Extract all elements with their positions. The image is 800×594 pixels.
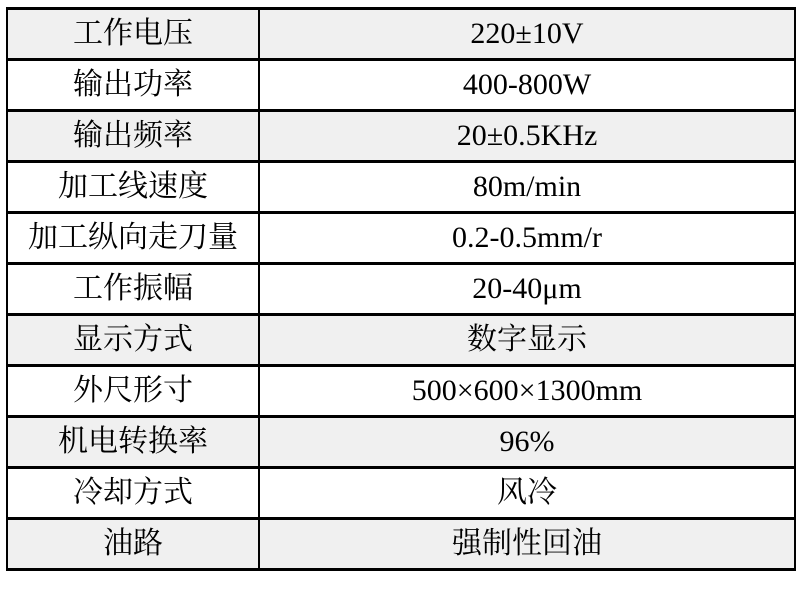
spec-value-cell: 500×600×1300mm xyxy=(259,366,795,417)
table-row xyxy=(7,111,795,162)
spec-value-cell: 0.2-0.5mm/r xyxy=(259,213,795,264)
spec-label-cell: 加工线速度 xyxy=(7,162,259,213)
table-row xyxy=(7,60,795,111)
spec-table xyxy=(6,7,796,571)
spec-value-cell: 96% xyxy=(259,417,795,468)
spec-value-cell: 强制性回油 xyxy=(259,519,795,570)
table-row xyxy=(7,264,795,315)
spec-label-cell: 外尺形寸 xyxy=(7,366,259,417)
table-row xyxy=(7,9,795,60)
spec-value-cell: 风冷 xyxy=(259,468,795,519)
spec-label-cell: 油路 xyxy=(7,519,259,570)
table-row xyxy=(7,417,795,468)
spec-label-cell: 输出频率 xyxy=(7,111,259,162)
spec-label-cell: 加工纵向走刀量 xyxy=(7,213,259,264)
table-row xyxy=(7,162,795,213)
spec-label-cell: 冷却方式 xyxy=(7,468,259,519)
spec-label-cell: 显示方式 xyxy=(7,315,259,366)
table-row xyxy=(7,468,795,519)
spec-label-cell: 工作振幅 xyxy=(7,264,259,315)
spec-value-cell: 20±0.5KHz xyxy=(259,111,795,162)
spec-value-cell: 400-800W xyxy=(259,60,795,111)
spec-value-cell: 80m/min xyxy=(259,162,795,213)
spec-label-cell: 工作电压 xyxy=(7,9,259,60)
spec-value-cell: 220±10V xyxy=(259,9,795,60)
table-row xyxy=(7,366,795,417)
table-row xyxy=(7,213,795,264)
table-row xyxy=(7,519,795,570)
spec-label-cell: 机电转换率 xyxy=(7,417,259,468)
table-row xyxy=(7,315,795,366)
spec-value-cell: 数字显示 xyxy=(259,315,795,366)
spec-label-cell: 输出功率 xyxy=(7,60,259,111)
spec-value-cell: 20-40μm xyxy=(259,264,795,315)
